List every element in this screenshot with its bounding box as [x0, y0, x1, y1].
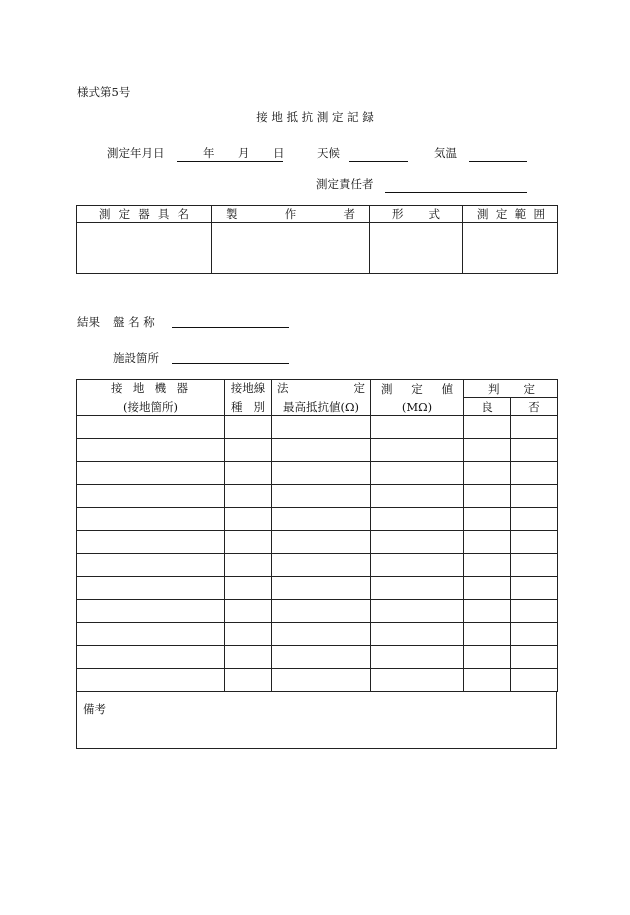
measured-value-unit: (MΩ) — [401, 400, 433, 414]
weather-field[interactable] — [349, 161, 408, 162]
judgement-bad-cell[interactable] — [511, 439, 558, 462]
table-row — [77, 669, 558, 692]
judgement-bad-header: 否 — [511, 398, 558, 416]
judgement-bad-cell[interactable] — [511, 531, 558, 554]
measured-value-cell[interactable] — [371, 439, 464, 462]
table-row — [77, 416, 558, 439]
judgement-good-cell[interactable] — [464, 439, 511, 462]
legal-max-cell[interactable] — [272, 669, 371, 692]
range-header: 測 定 範 囲 — [463, 206, 558, 223]
judgement-bad-cell[interactable] — [511, 646, 558, 669]
measured-value-cell[interactable] — [371, 646, 464, 669]
measured-value-cell[interactable] — [371, 623, 464, 646]
judgement-good-cell[interactable] — [464, 577, 511, 600]
legal-max-cell[interactable] — [272, 577, 371, 600]
date-underline — [177, 161, 283, 162]
judgement-good-cell[interactable] — [464, 623, 511, 646]
judgement-good-cell[interactable] — [464, 508, 511, 531]
ground-wire-cell[interactable] — [225, 439, 272, 462]
instrument-name-cell[interactable] — [77, 223, 212, 274]
table-row — [77, 600, 558, 623]
equipment-cell[interactable] — [77, 554, 225, 577]
remarks-box[interactable] — [76, 692, 557, 749]
remarks-label: 備考 — [83, 702, 106, 716]
judgement-good-cell[interactable] — [464, 531, 511, 554]
equipment-cell[interactable] — [77, 439, 225, 462]
measured-value-cell[interactable] — [371, 554, 464, 577]
table-row — [77, 439, 558, 462]
judgement-good-cell[interactable] — [464, 669, 511, 692]
measured-value-cell[interactable] — [371, 531, 464, 554]
equipment-cell[interactable] — [77, 669, 225, 692]
ground-wire-cell[interactable] — [225, 531, 272, 554]
equipment-header: 接 地 機 器 (接地箇所) — [77, 380, 225, 416]
form-number: 様式第5号 — [77, 85, 131, 99]
ground-wire-cell[interactable] — [225, 554, 272, 577]
measured-value-cell[interactable] — [371, 508, 464, 531]
measured-value-cell[interactable] — [371, 600, 464, 623]
legal-max-cell[interactable] — [272, 416, 371, 439]
legal-max-cell[interactable] — [272, 600, 371, 623]
judgement-good-cell[interactable] — [464, 485, 511, 508]
judgement-bad-cell[interactable] — [511, 600, 558, 623]
judgement-bad-cell[interactable] — [511, 623, 558, 646]
equipment-cell[interactable] — [77, 508, 225, 531]
table-row — [77, 554, 558, 577]
measured-value-cell[interactable] — [371, 416, 464, 439]
instrument-data-row — [77, 223, 558, 274]
legal-max-subheader: 最高抵抗値(Ω) — [282, 400, 359, 414]
judgement-bad-cell[interactable] — [511, 554, 558, 577]
result-header-row-1 — [77, 380, 558, 398]
ground-wire-cell[interactable] — [225, 508, 272, 531]
measured-value-header: 測 定 値 (MΩ) — [371, 380, 464, 416]
judgement-good-cell[interactable] — [464, 646, 511, 669]
weather-label: 天候 — [317, 146, 340, 160]
model-header: 形 式 — [370, 206, 463, 223]
equipment-cell[interactable] — [77, 646, 225, 669]
ground-wire-cell[interactable] — [225, 485, 272, 508]
legal-max-cell[interactable] — [272, 462, 371, 485]
table-row — [77, 646, 558, 669]
ground-wire-cell[interactable] — [225, 577, 272, 600]
legal-max-cell[interactable] — [272, 439, 371, 462]
table-row — [77, 531, 558, 554]
table-row — [77, 623, 558, 646]
equipment-cell[interactable] — [77, 416, 225, 439]
ground-wire-cell[interactable] — [225, 600, 272, 623]
equipment-cell[interactable] — [77, 623, 225, 646]
judgement-bad-cell[interactable] — [511, 485, 558, 508]
results-label: 結果 — [77, 315, 100, 329]
equipment-cell[interactable] — [77, 462, 225, 485]
measured-value-cell[interactable] — [371, 462, 464, 485]
judgement-good-header: 良 — [464, 398, 511, 416]
judgement-bad-cell[interactable] — [511, 462, 558, 485]
judgement-good-cell[interactable] — [464, 416, 511, 439]
year-label: 年 — [203, 146, 215, 160]
facility-field[interactable] — [172, 363, 289, 364]
judgement-bad-cell[interactable] — [511, 577, 558, 600]
judgement-good-cell[interactable] — [464, 462, 511, 485]
judgement-bad-cell[interactable] — [511, 416, 558, 439]
result-table — [76, 379, 558, 692]
ground-wire-cell[interactable] — [225, 462, 272, 485]
month-label: 月 — [238, 146, 250, 160]
day-label: 日 — [273, 146, 285, 160]
judgement-good-cell[interactable] — [464, 554, 511, 577]
instrument-header-row — [77, 206, 558, 223]
equipment-cell[interactable] — [77, 577, 225, 600]
title-text: 接 地 抵 抗 測 定 記 録 — [256, 110, 374, 124]
instrument-table — [76, 205, 558, 274]
legal-max-cell[interactable] — [272, 508, 371, 531]
judgement-good-cell[interactable] — [464, 600, 511, 623]
legal-max-cell[interactable] — [272, 485, 371, 508]
table-row — [77, 508, 558, 531]
measured-value-cell[interactable] — [371, 577, 464, 600]
equipment-subheader: (接地箇所) — [123, 400, 178, 414]
table-row — [77, 485, 558, 508]
instrument-name-header: 測 定 器 具 名 — [77, 206, 212, 223]
panel-name-field[interactable] — [172, 327, 289, 328]
ground-wire-cell[interactable] — [225, 623, 272, 646]
measured-value-cell[interactable] — [371, 669, 464, 692]
legal-max-cell[interactable] — [272, 554, 371, 577]
ground-wire-header: 接地線 種 別 — [225, 380, 272, 416]
table-row — [77, 577, 558, 600]
model-cell[interactable] — [370, 223, 463, 274]
manufacturer-header: 製 作 者 — [212, 206, 370, 223]
equipment-cell[interactable] — [77, 600, 225, 623]
date-label: 測定年月日 — [107, 146, 165, 160]
manufacturer-cell[interactable] — [212, 223, 370, 274]
measured-value-cell[interactable] — [371, 485, 464, 508]
legal-max-header: 法 定 最高抵抗値(Ω) — [272, 380, 371, 416]
ground-wire-line1: 接地線 — [230, 381, 266, 395]
equipment-cell[interactable] — [77, 531, 225, 554]
responsible-label: 測定責任者 — [316, 177, 374, 191]
legal-max-cell[interactable] — [272, 646, 371, 669]
ground-wire-cell[interactable] — [225, 669, 272, 692]
facility-label: 施設箇所 — [113, 351, 159, 365]
temperature-label: 気温 — [434, 146, 457, 160]
table-row — [77, 462, 558, 485]
judgement-bad-cell[interactable] — [511, 669, 558, 692]
panel-name-label: 盤 名 称 — [113, 315, 155, 329]
range-cell[interactable] — [463, 223, 558, 274]
judgement-bad-cell[interactable] — [511, 508, 558, 531]
legal-max-cell[interactable] — [272, 531, 371, 554]
judgement-header: 判 定 — [464, 380, 558, 398]
ground-wire-cell[interactable] — [225, 646, 272, 669]
ground-wire-cell[interactable] — [225, 416, 272, 439]
responsible-field[interactable] — [385, 192, 527, 193]
temperature-field[interactable] — [469, 161, 527, 162]
page-title — [0, 112, 630, 124]
legal-max-cell[interactable] — [272, 623, 371, 646]
equipment-cell[interactable] — [77, 485, 225, 508]
